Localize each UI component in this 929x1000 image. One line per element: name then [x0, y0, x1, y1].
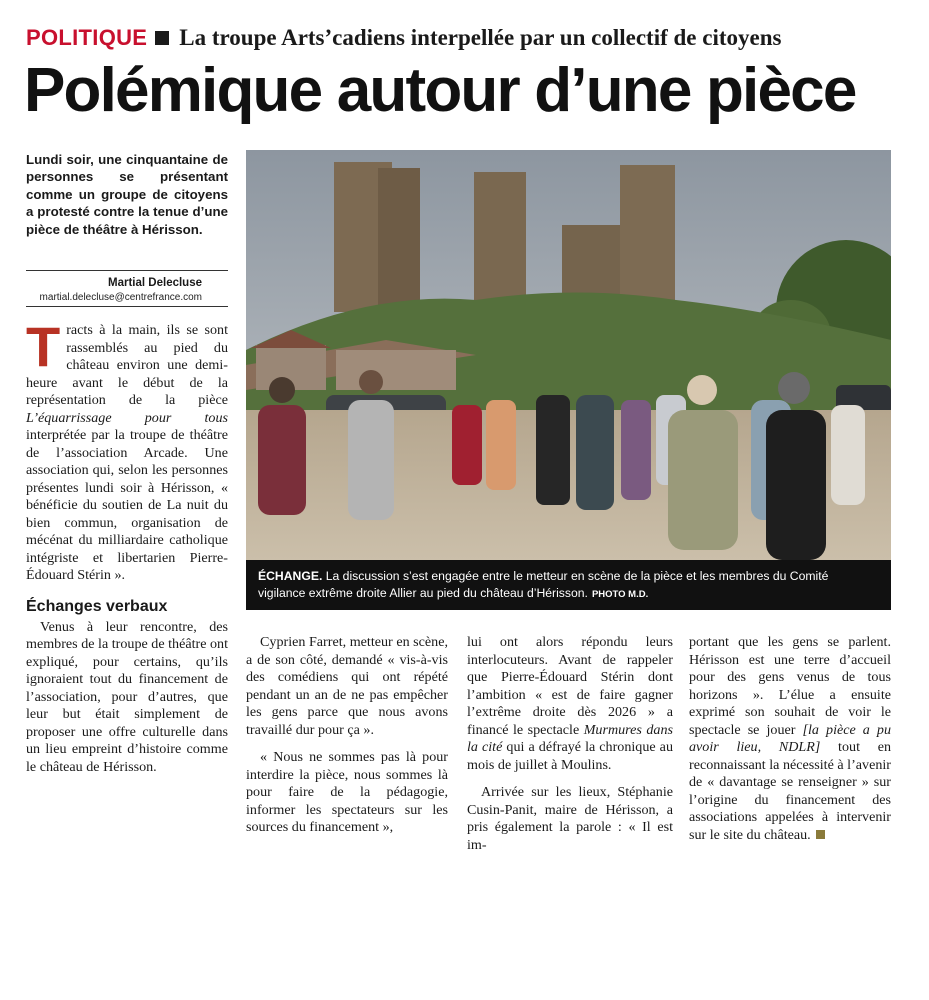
- paragraph: Tracts à la main, ils se sont rassemblés au pied du château environ une demi-heure avant le début de la représentation de la pièce L’équarrissage pour tous interprétée par la troupe de théâtre de l’association Arcade. Une association qui, selon les personnes présentes lundi soir à Hérisson, « bénéficie du soutien de La nuit du bien commun, organisation de mécénat du milliardaire catholique intégriste et libertarien Pierre-Édouard Stérin ».: [26, 315, 228, 583]
- play-title: Murmures dans la cité: [467, 721, 673, 755]
- article-column-4: [689, 634, 891, 844]
- byline-divider: [26, 306, 228, 307]
- paragraph: Cyprien Farret, metteur en scène, a de son côté, demandé « vis-à-vis des comédiens qui ont répété pendant un an de ne pas empêcher les gens parce que nous avons travaillé dur pour ça ».: [246, 634, 448, 738]
- article-photo: [246, 150, 891, 560]
- byline-author: Martial Delecluse: [108, 277, 202, 289]
- article-column-2: [246, 634, 448, 837]
- subheading: Échanges verbaux: [26, 597, 168, 615]
- chapo: Lundi soir, une cinquantaine de personnes se présentant comme un groupe de citoyens a protesté contre la tenue d’une pièce de théâtre à Hérisson.: [26, 152, 228, 237]
- square-separator-icon: [155, 31, 169, 45]
- paragraph: lui ont alors répondu leurs interlocuteurs. Avant de rappeler que Pierre-Édouard Stérin dont l’ambition « est de faire gagner l’extrême droite dès 2026 » a financé le spectacle Murmures dans la cité qui a défrayé la chronique au mois de juillet à Moulins.: [467, 634, 673, 773]
- article-column-1: [26, 315, 228, 776]
- paragraph: Venus à leur rencontre, des membres de la troupe de théâtre ont expliqué, pour certains, qu’ils ignoraient tout du financement de l’association, pour d’autres, que leur but était simplement de proposer une offre culturelle dans un lieu empreint d’histoire comme le château de Hérisson.: [26, 618, 228, 775]
- paragraph: Arrivée sur les lieux, Stéphanie Cusin-Panit, maire de Hérisson, a pris également la parole : « Il est im-: [467, 784, 673, 853]
- dropcap: T: [26, 315, 61, 378]
- byline: [26, 276, 202, 304]
- article-column-3: [467, 634, 673, 854]
- paragraph: « Nous ne sommes pas là pour interdire la pièce, nous sommes là pour faire de la pédagogie, informer les spectateurs sur les sources du financement »,: [246, 749, 448, 835]
- byline-email: martial.delecluse@centrefrance.com: [39, 292, 202, 303]
- caption-label: ÉCHANGE.: [258, 569, 323, 583]
- chapo-divider: [26, 270, 228, 271]
- photo-credit: PHOTO M.D.: [591, 589, 649, 600]
- chateau-photo-illustration: [246, 150, 891, 560]
- kicker: [26, 22, 781, 54]
- caption-text: La discussion s’est engagée entre le metteur en scène de la pièce et les membres du Comité vigilance extrême droite Allier au pied du château d’Hérisson.: [258, 569, 829, 600]
- editor-note: [la pièce a pu avoir lieu, NDLR]: [689, 721, 891, 755]
- play-title: L’équarrissage pour tous: [26, 409, 228, 426]
- section-rubric: POLITIQUE: [26, 25, 148, 50]
- headline: Polémique autour d’une pièce: [24, 56, 856, 125]
- photo-caption: [246, 560, 891, 610]
- kicker-text: La troupe Arts’cadiens interpellée par un collectif de citoyens: [179, 25, 782, 50]
- end-of-article-icon: [816, 830, 825, 839]
- paragraph: portant que les gens se parlent. Hérisson est une terre d’accueil pour des gens venus de tous horizons ». L’élue a ensuite exprimé son souhait de voir le spectacle se jouer [la pièce a pu avoir lieu, NDLR] tout en reconnaissant la nécessité à l’avenir de « davantage se renseigner » sur l’origine du financement des associations appelées à intervenir sur le site du château.: [689, 634, 891, 843]
